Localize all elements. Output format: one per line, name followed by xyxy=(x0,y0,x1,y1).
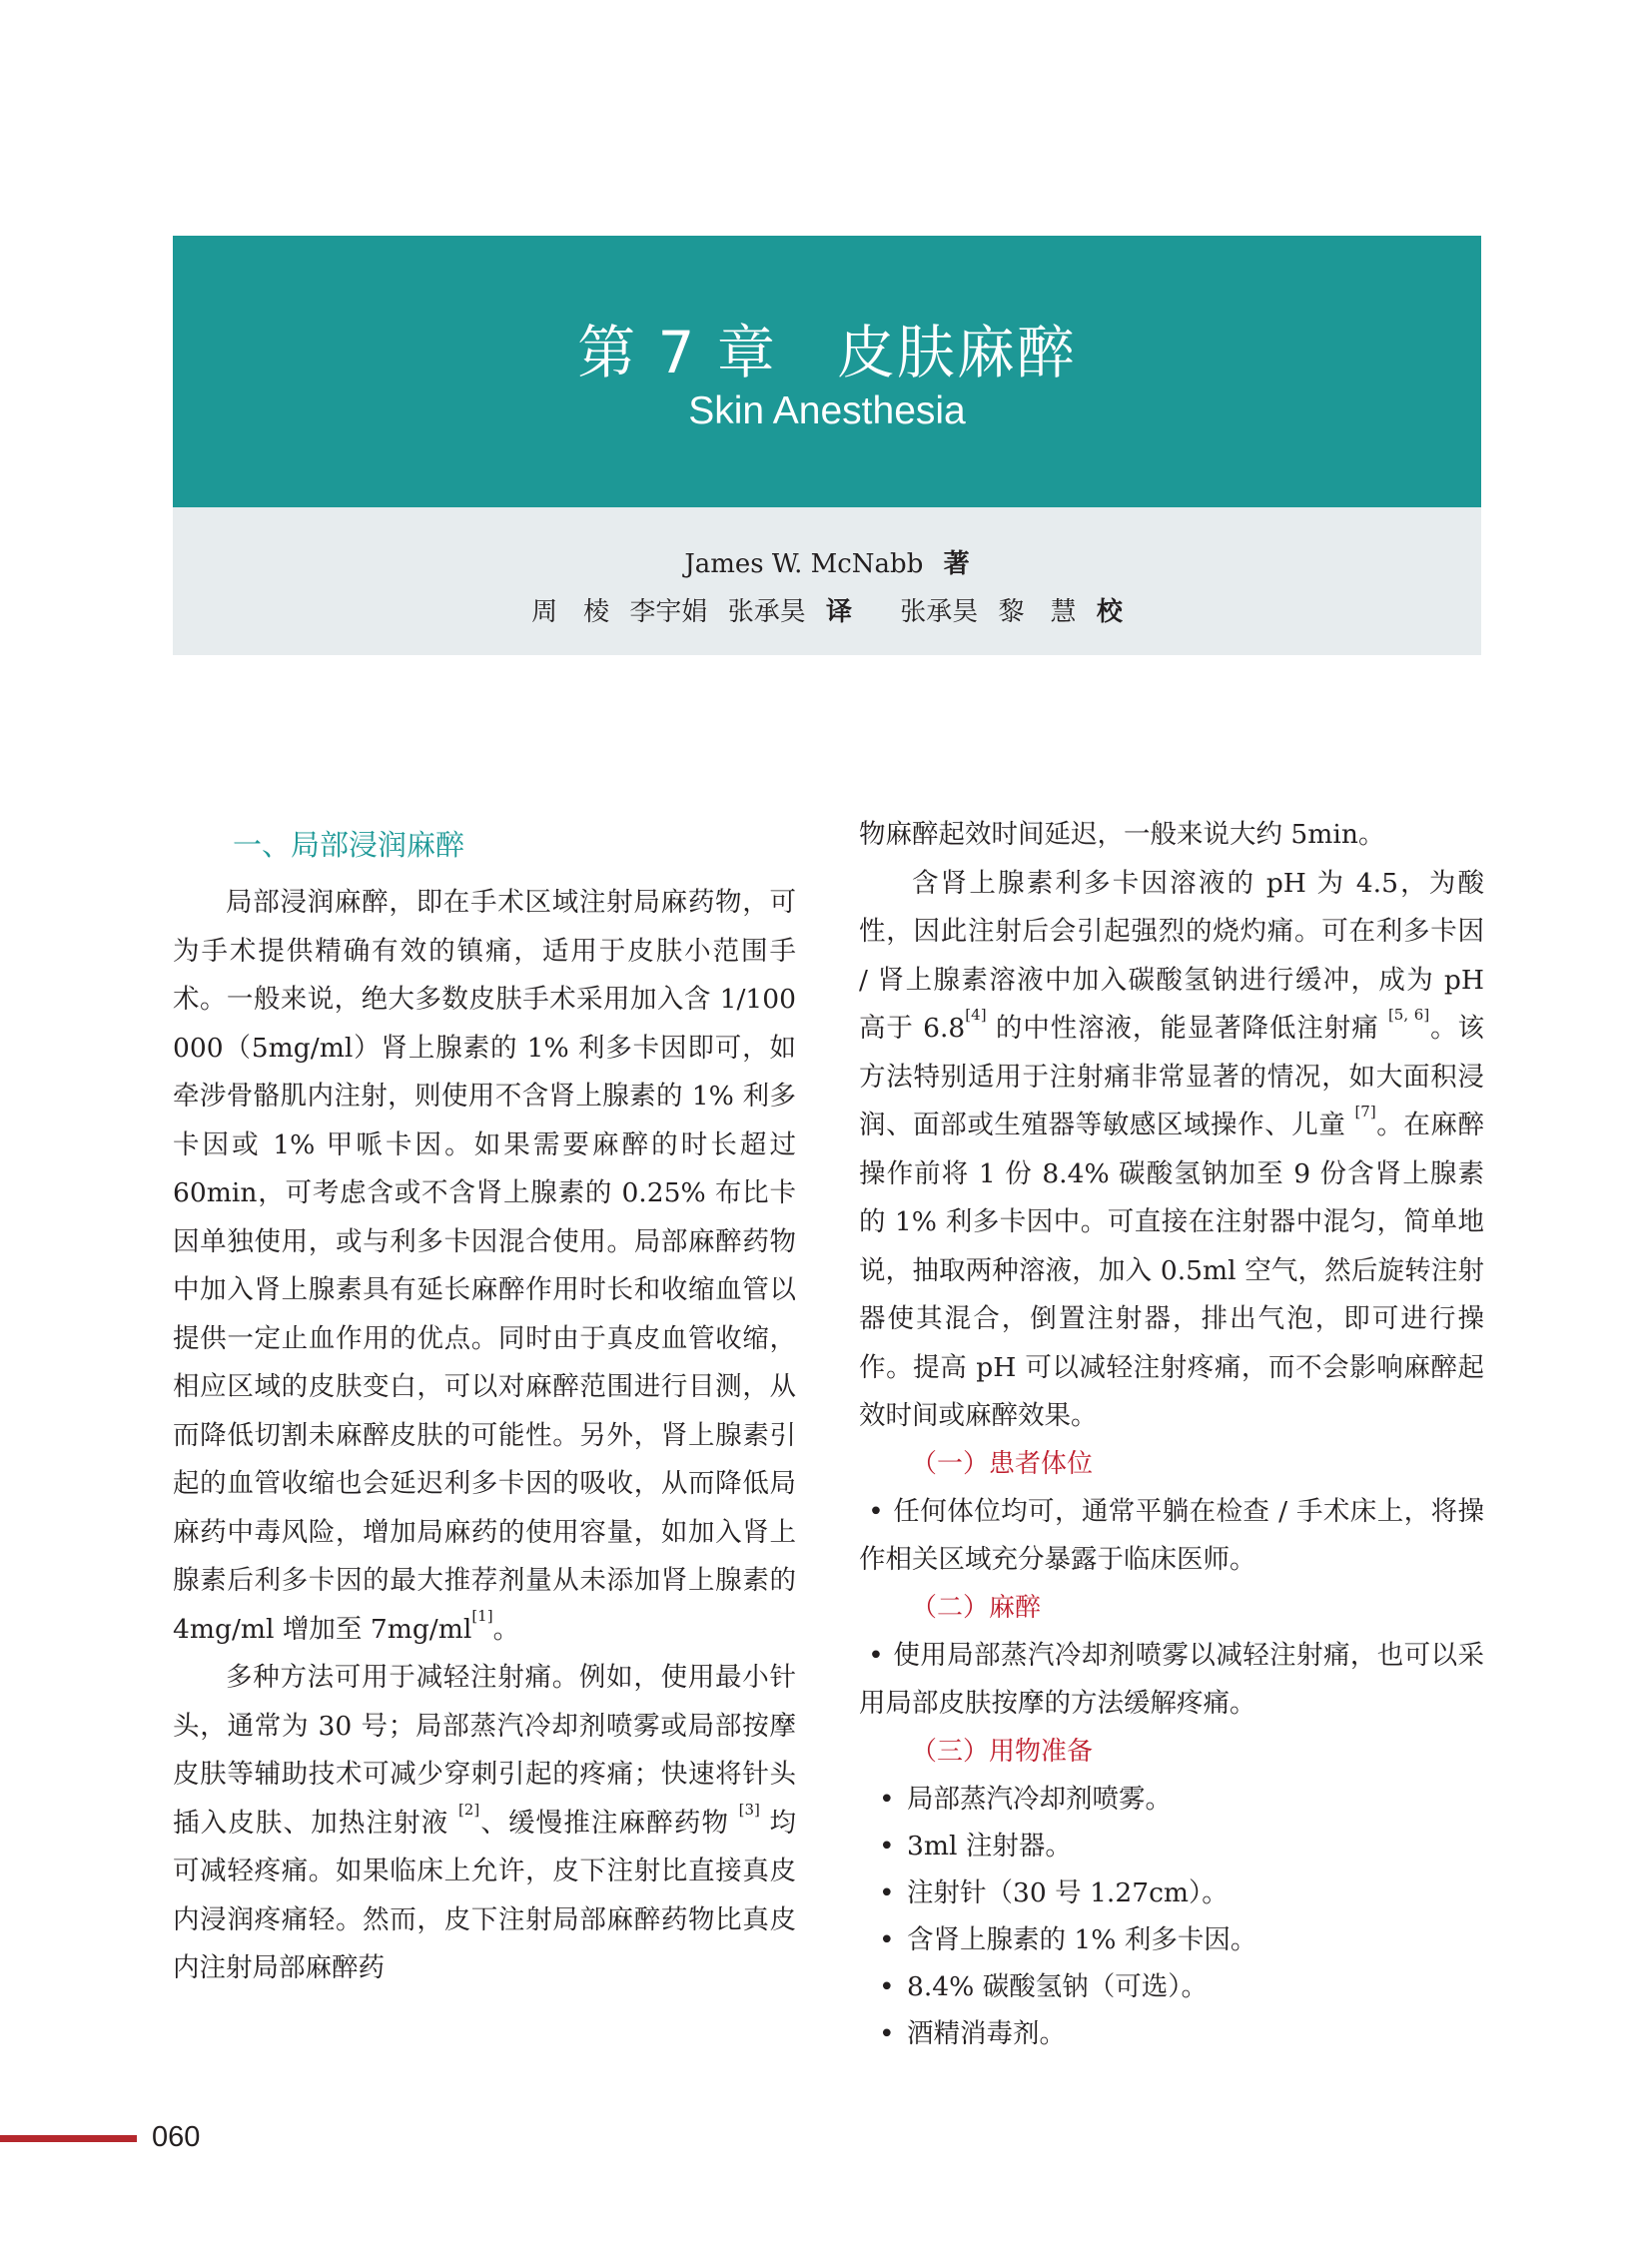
paragraph-text: 使用局部蒸汽冷却剂喷雾以减轻注射痛，也可以采用局部皮肤按摩的方法缓解疼痛。 xyxy=(859,1639,1484,1719)
author-role: 著 xyxy=(943,549,970,579)
paragraph-text: 均可减轻疼痛。如果临床上允许，皮下注射比直接真皮内浸润疼痛轻。然而，皮下注射局部麻醉药物比真皮内注射局部麻醉药 xyxy=(173,1807,796,1983)
page-accent-bar xyxy=(0,2135,137,2142)
paragraph-text: 物麻醉起效时间延迟，一般来说大约 5min。 xyxy=(859,819,1385,850)
right-column xyxy=(859,821,1484,2057)
left-column xyxy=(173,821,796,1993)
list-item-text: 酒精消毒剂。 xyxy=(907,2017,1066,2049)
bullet-icon: • xyxy=(868,1639,884,1671)
translator-name: 张承昊 xyxy=(727,597,806,627)
supply-list xyxy=(859,1776,1484,2057)
citation[interactable]: [3] xyxy=(738,1800,760,1819)
translator-name: 周 棱 xyxy=(531,597,610,627)
bullet-icon: • xyxy=(879,1830,895,1862)
paragraph-text: 局部浸润麻醉，即在手术区域注射局麻药物，可为手术提供精确有效的镇痛，适用于皮肤小范围手术。一般来说，绝大多数皮肤手术采用加入含 1/100 000（5mg/ml）肾上腺素的 1% 利多卡因即可，如牵涉骨骼肌内注射，则使用不含肾上腺素的 1% 利多卡因或 1% 甲哌卡因。如果需要麻醉的时长超过 60min，可考虑含或不含肾上腺素的 0.25% 布比卡因单独使用，或与利多卡因混合使用。局部麻醉药物中加入肾上腺素具有延长麻醉作用时长和收缩血管以提供一定止血作用的优点。同时由于真皮血管收缩，相应区域的皮肤变白，可以对麻醉范围进行目测，从而降低切割未麻醉皮肤的可能性。另外，肾上腺素引起的血管收缩也会延迟利多卡因的吸收，从而降低局麻药中毒风险，增加局麻药的使用容量，如加入肾上腺素后利多卡因的最大推荐剂量从未添加肾上腺素的 4mg/ml 增加至 7mg/ml xyxy=(173,887,796,1645)
bullet-icon: • xyxy=(879,1923,895,1955)
reviewer-name: 张承昊 xyxy=(900,597,979,627)
bullet-icon: • xyxy=(879,1970,895,2002)
body-paragraph xyxy=(173,879,796,1654)
subheading: （三）用物准备 xyxy=(911,1736,1094,1767)
chapter-subtitle: Skin Anesthesia xyxy=(688,389,966,432)
list-item-text: 局部蒸汽冷却剂喷雾。 xyxy=(907,1783,1172,1815)
translator-name: 李宇娟 xyxy=(629,597,708,627)
paragraph-text: 的中性溶液，能显著降低注射痛 xyxy=(995,1013,1379,1044)
reviewer-name: 黎 慧 xyxy=(998,597,1077,627)
paragraph-text: 。该方法特别适用于注射痛非常显著的情况，如大面积浸润、面部或生殖器等敏感区域操作、儿童 xyxy=(859,1013,1485,1140)
author-name: James W. McNabb xyxy=(684,549,924,579)
body-paragraph xyxy=(859,860,1484,1441)
citation[interactable]: [1] xyxy=(471,1606,493,1625)
author-line xyxy=(173,543,1481,580)
reviewer-role: 校 xyxy=(1096,597,1123,627)
bullet-paragraph xyxy=(859,1632,1484,1729)
translator-role: 译 xyxy=(825,597,852,627)
bullet-icon: • xyxy=(879,1783,895,1815)
paragraph-text: 。在麻醉操作前将 1 份 8.4% 碳酸氢钠加至 9 份含肾上腺素的 1% 利多卡因中。可直接在注射器中混匀，简单地说，抽取两种溶液，加入 0.5ml 空气，然后旋转注射器使其混合，倒置注射器，排出气泡，即可进行操作。提高 pH 可以减轻注射疼痛，而不会影响麻醉起效时间或麻醉效果。 xyxy=(859,1110,1485,1431)
paragraph-text: 含肾上腺素利多卡因溶液的 pH 为 4.5，为酸性，因此注射后会引起强烈的烧灼痛。可在利多卡因 / 肾上腺素溶液中加入碳酸氢钠进行缓冲，成为 pH 高于 6.8 xyxy=(859,867,1484,1044)
subheading: （一）患者体位 xyxy=(911,1448,1094,1479)
citation[interactable]: [4] xyxy=(965,1006,987,1024)
subheading: （二）麻醉 xyxy=(911,1592,1042,1623)
credits-box xyxy=(173,507,1481,655)
bullet-icon: • xyxy=(868,1495,884,1527)
translator-line xyxy=(173,591,1481,628)
paragraph-text: 任何体位均可，通常平躺在检查 / 手术床上，将操作相关区域充分暴露于临床医师。 xyxy=(859,1495,1484,1575)
paragraph-text: 、缓慢推注麻醉药物 xyxy=(479,1807,730,1839)
body-paragraph xyxy=(173,1654,796,1993)
list-item-text: 含肾上腺素的 1% 利多卡因。 xyxy=(907,1923,1257,1955)
citation[interactable]: [7] xyxy=(1354,1103,1376,1120)
list-item xyxy=(859,1776,1484,1823)
list-item xyxy=(859,1823,1484,1869)
list-item xyxy=(859,2010,1484,2057)
list-item xyxy=(859,1916,1484,1963)
bullet-icon: • xyxy=(879,1876,895,1908)
list-item-text: 3ml 注射器。 xyxy=(907,1830,1072,1862)
list-item-text: 8.4% 碳酸氢钠（可选）。 xyxy=(907,1970,1208,2002)
list-item xyxy=(859,1963,1484,2010)
paragraph-text: 。 xyxy=(492,1613,520,1645)
section-heading: 一、局部浸润麻醉 xyxy=(233,828,465,862)
citation[interactable]: [2] xyxy=(457,1800,480,1819)
list-item-text: 注射针（30 号 1.27cm）。 xyxy=(907,1876,1229,1908)
bullet-paragraph xyxy=(859,1488,1484,1585)
list-item xyxy=(859,1869,1484,1916)
body-paragraph xyxy=(859,811,1484,860)
bullet-icon: • xyxy=(879,2017,895,2049)
page-number: 060 xyxy=(152,2121,201,2153)
citation[interactable]: [5, 6] xyxy=(1387,1006,1430,1024)
chapter-banner xyxy=(173,236,1481,507)
chapter-title: 第 7 章 皮肤麻醉 xyxy=(577,319,1077,386)
paragraph-text: 多种方法可用于减轻注射痛。例如，使用最小针头，通常为 30 号；局部蒸汽冷却剂喷雾或局部按摩皮肤等辅助技术可减少穿刺引起的疼痛；快速将针头插入皮肤、加热注射液 xyxy=(173,1662,796,1839)
